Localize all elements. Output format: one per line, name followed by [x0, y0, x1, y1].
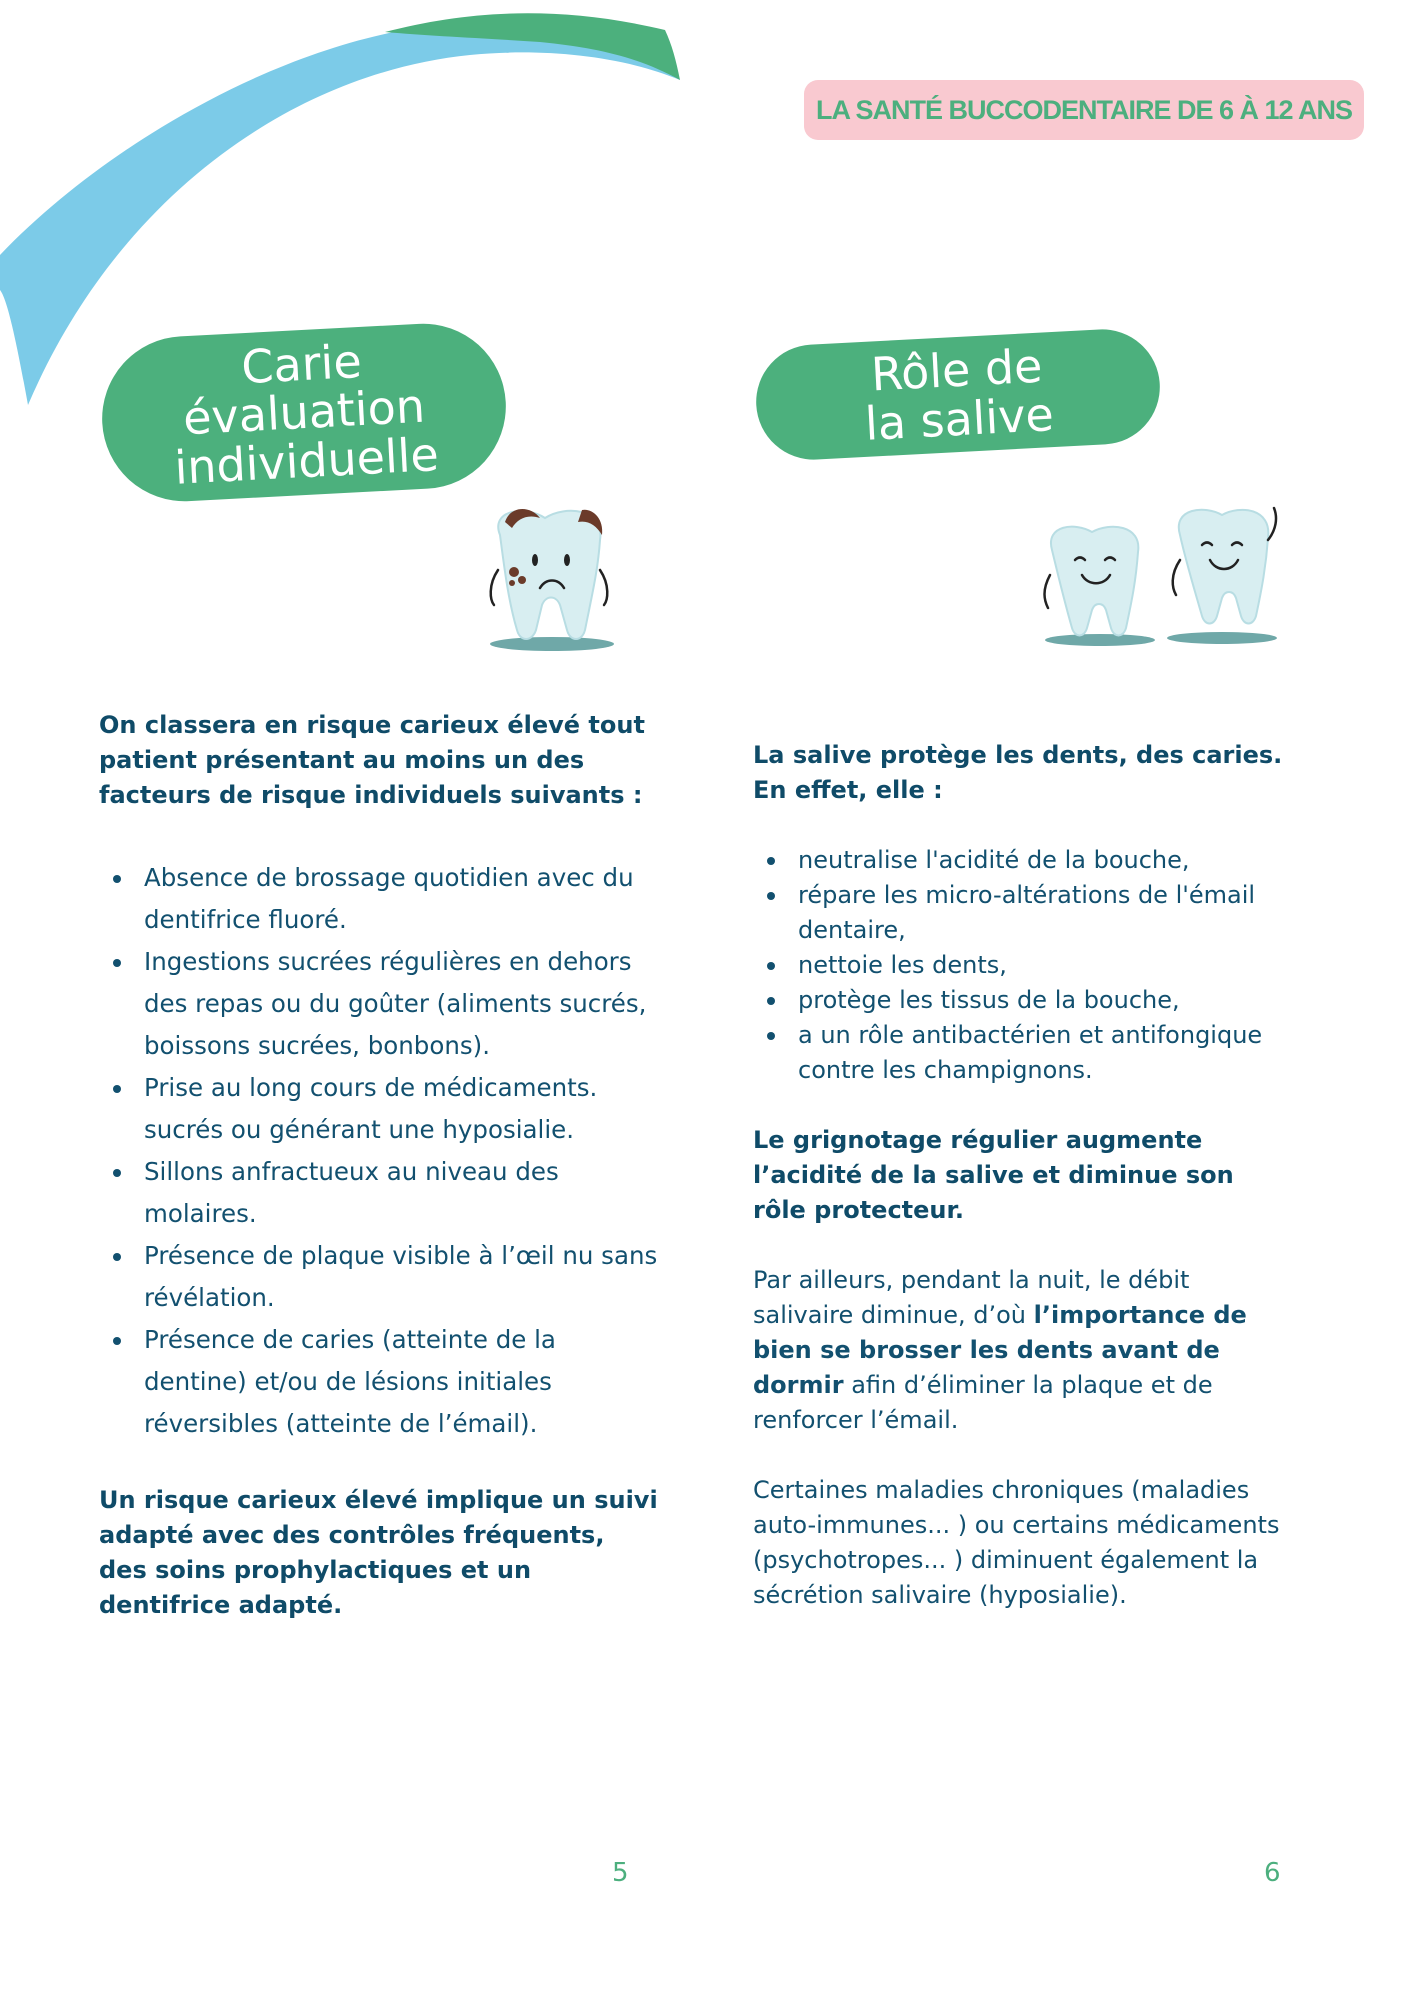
night-note [753, 1263, 1293, 1438]
night-note-end: afin d’éliminer la plaque et de renforcer l’émail. [753, 1371, 1213, 1434]
list-item: Présence de plaque visible à l’œil nu sans révélation. [99, 1235, 659, 1319]
night-note-start: Par ailleurs, pendant la nuit, le débit salivaire diminue, d’où [753, 1266, 1190, 1329]
left-intro: On classera en risque carieux élevé tout patient présentant au moins un des facteurs de risque individuels suivants : [99, 711, 645, 809]
night-note-emphasis: l’importance de bien se brosser les dents avant de dormir [753, 1301, 1247, 1399]
risk-factor-list [99, 857, 659, 1445]
saliva-role-list [753, 843, 1293, 1088]
happy-teeth-pair-icon [1030, 500, 1290, 650]
list-item: neutralise l'acidité de la bouche, [753, 843, 1293, 878]
chronic-note: Certaines maladies chroniques (maladies auto-immunes... ) ou certains médicaments (psychotropes... ) diminuent également la sécrétion salivaire (hyposialie). [753, 1476, 1280, 1609]
list-item: répare les micro-altérations de l'émail dentaire, [753, 878, 1293, 948]
left-column [99, 708, 659, 1623]
list-item: protège les tissus de la bouche, [753, 983, 1293, 1018]
list-item: nettoie les dents, [753, 948, 1293, 983]
right-intro: La salive protège les dents, des caries. En effet, elle : [753, 741, 1283, 804]
header-badge: LA SANTÉ BUCCODENTAIRE DE 6 À 12 ANS [804, 80, 1364, 140]
left-conclusion: Un risque carieux élevé implique un suivi adapté avec des contrôles fréquents, des soins prophylactiques et un dentifrice adapté. [99, 1486, 658, 1619]
sad-decayed-tooth-icon [470, 500, 630, 655]
page-number-left: 5 [612, 1858, 629, 1888]
page-number-right: 6 [1264, 1858, 1281, 1888]
section-title-carie-text: Carie évaluation individuelle [173, 334, 440, 495]
section-title-carie [98, 320, 510, 506]
list-item: Absence de brossage quotidien avec du dentifrice fluoré. [99, 857, 659, 941]
list-item: Sillons anfractueux au niveau des molaires. [99, 1151, 659, 1235]
section-title-salive-text: Rôle de la salive [863, 338, 1055, 451]
list-item: Ingestions sucrées régulières en dehors des repas ou du goûter (aliments sucrés, boissons sucrées, bonbons). [99, 941, 659, 1067]
list-item: Prise au long cours de médicaments. sucrés ou générant une hyposialie. [99, 1067, 659, 1151]
section-title-salive [753, 327, 1162, 463]
list-item: a un rôle antibactérien et antifongique contre les champignons. [753, 1018, 1293, 1088]
right-column [753, 738, 1293, 1613]
snacking-note: Le grignotage régulier augmente l’acidité de la salive et diminue son rôle protecteur. [753, 1126, 1234, 1224]
list-item: Présence de caries (atteinte de la dentine) et/ou de lésions initiales réversibles (atteinte de l’émail). [99, 1319, 659, 1445]
